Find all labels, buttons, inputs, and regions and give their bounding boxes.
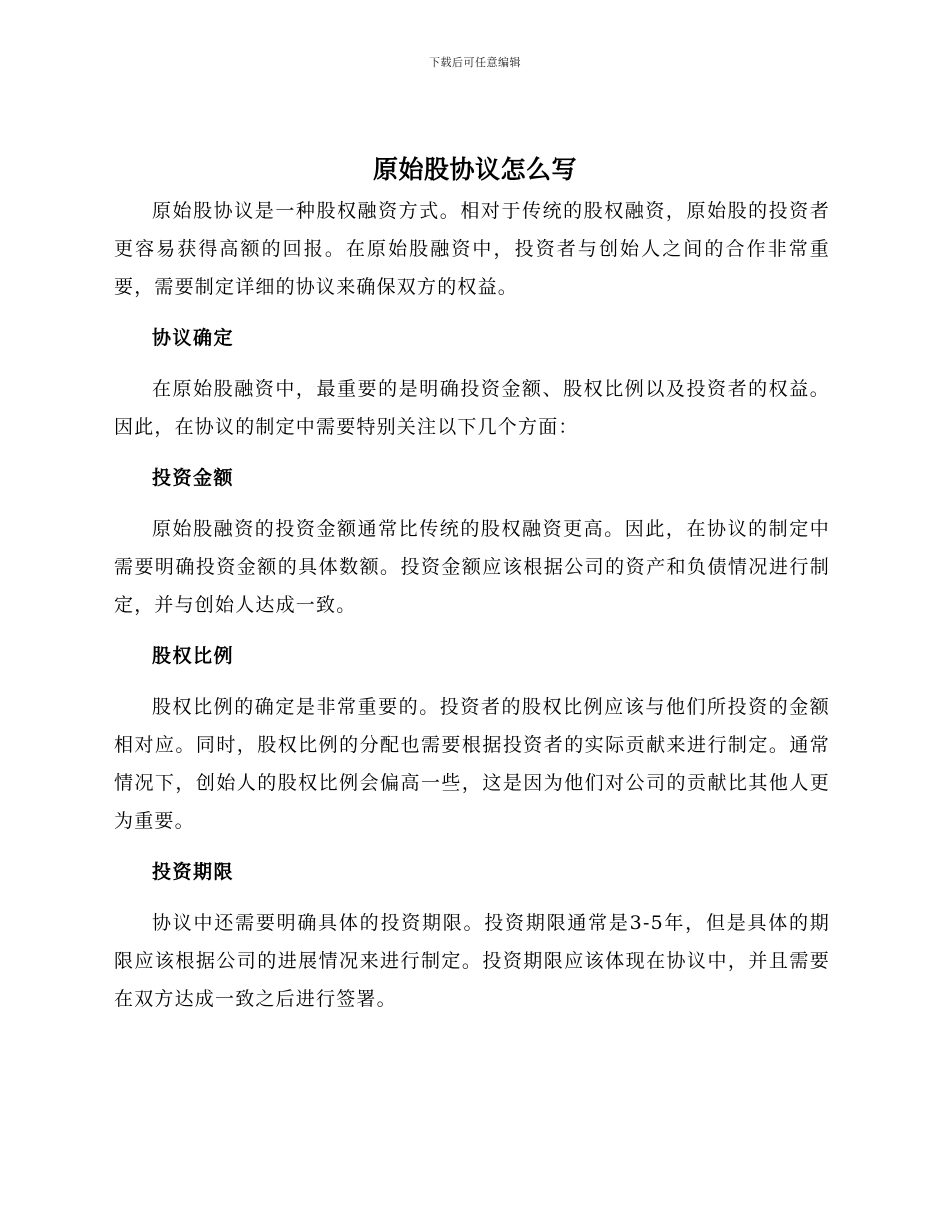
section-body-equity-ratio: 股权比例的确定是非常重要的。投资者的股权比例应该与他们所投资的金额相对应。同时，股权比例的分配也需要根据投资者的实际贡献来进行制定。通常情况下，创始人的股权比例会偏高一些，这是因为他们对公司的贡献比其他人更为重要。 [114, 696, 830, 832]
section-heading-investment-amount: 投资金额 [152, 467, 235, 489]
document-title: 原始股协议怎么写 [372, 155, 577, 184]
document-body [114, 192, 830, 1018]
section-heading-equity-ratio: 股权比例 [152, 645, 235, 667]
header-note: 下载后可任意编辑 [429, 56, 521, 69]
section-body-agreement: 在原始股融资中，最重要的是明确投资金额、股权比例以及投资者的权益。因此，在协议的制定中需要特别关注以下几个方面： [114, 378, 830, 438]
intro-paragraph: 原始股协议是一种股权融资方式。相对于传统的股权融资，原始股的投资者更容易获得高额的回报。在原始股融资中，投资者与创始人之间的合作非常重要，需要制定详细的协议来确保双方的权益。 [114, 200, 830, 298]
section-body-investment-term: 协议中还需要明确具体的投资期限。投资期限通常是3-5年，但是具体的期限应该根据公司的进展情况来进行制定。投资期限应该体现在协议中，并且需要在双方达成一致之后进行签署。 [114, 912, 830, 1010]
section-heading-investment-term: 投资期限 [152, 861, 235, 883]
section-body-investment-amount: 原始股融资的投资金额通常比传统的股权融资更高。因此，在协议的制定中需要明确投资金额的具体数额。投资金额应该根据公司的资产和负债情况进行制定，并与创始人达成一致。 [114, 518, 830, 616]
section-heading-agreement: 协议确定 [152, 327, 235, 349]
